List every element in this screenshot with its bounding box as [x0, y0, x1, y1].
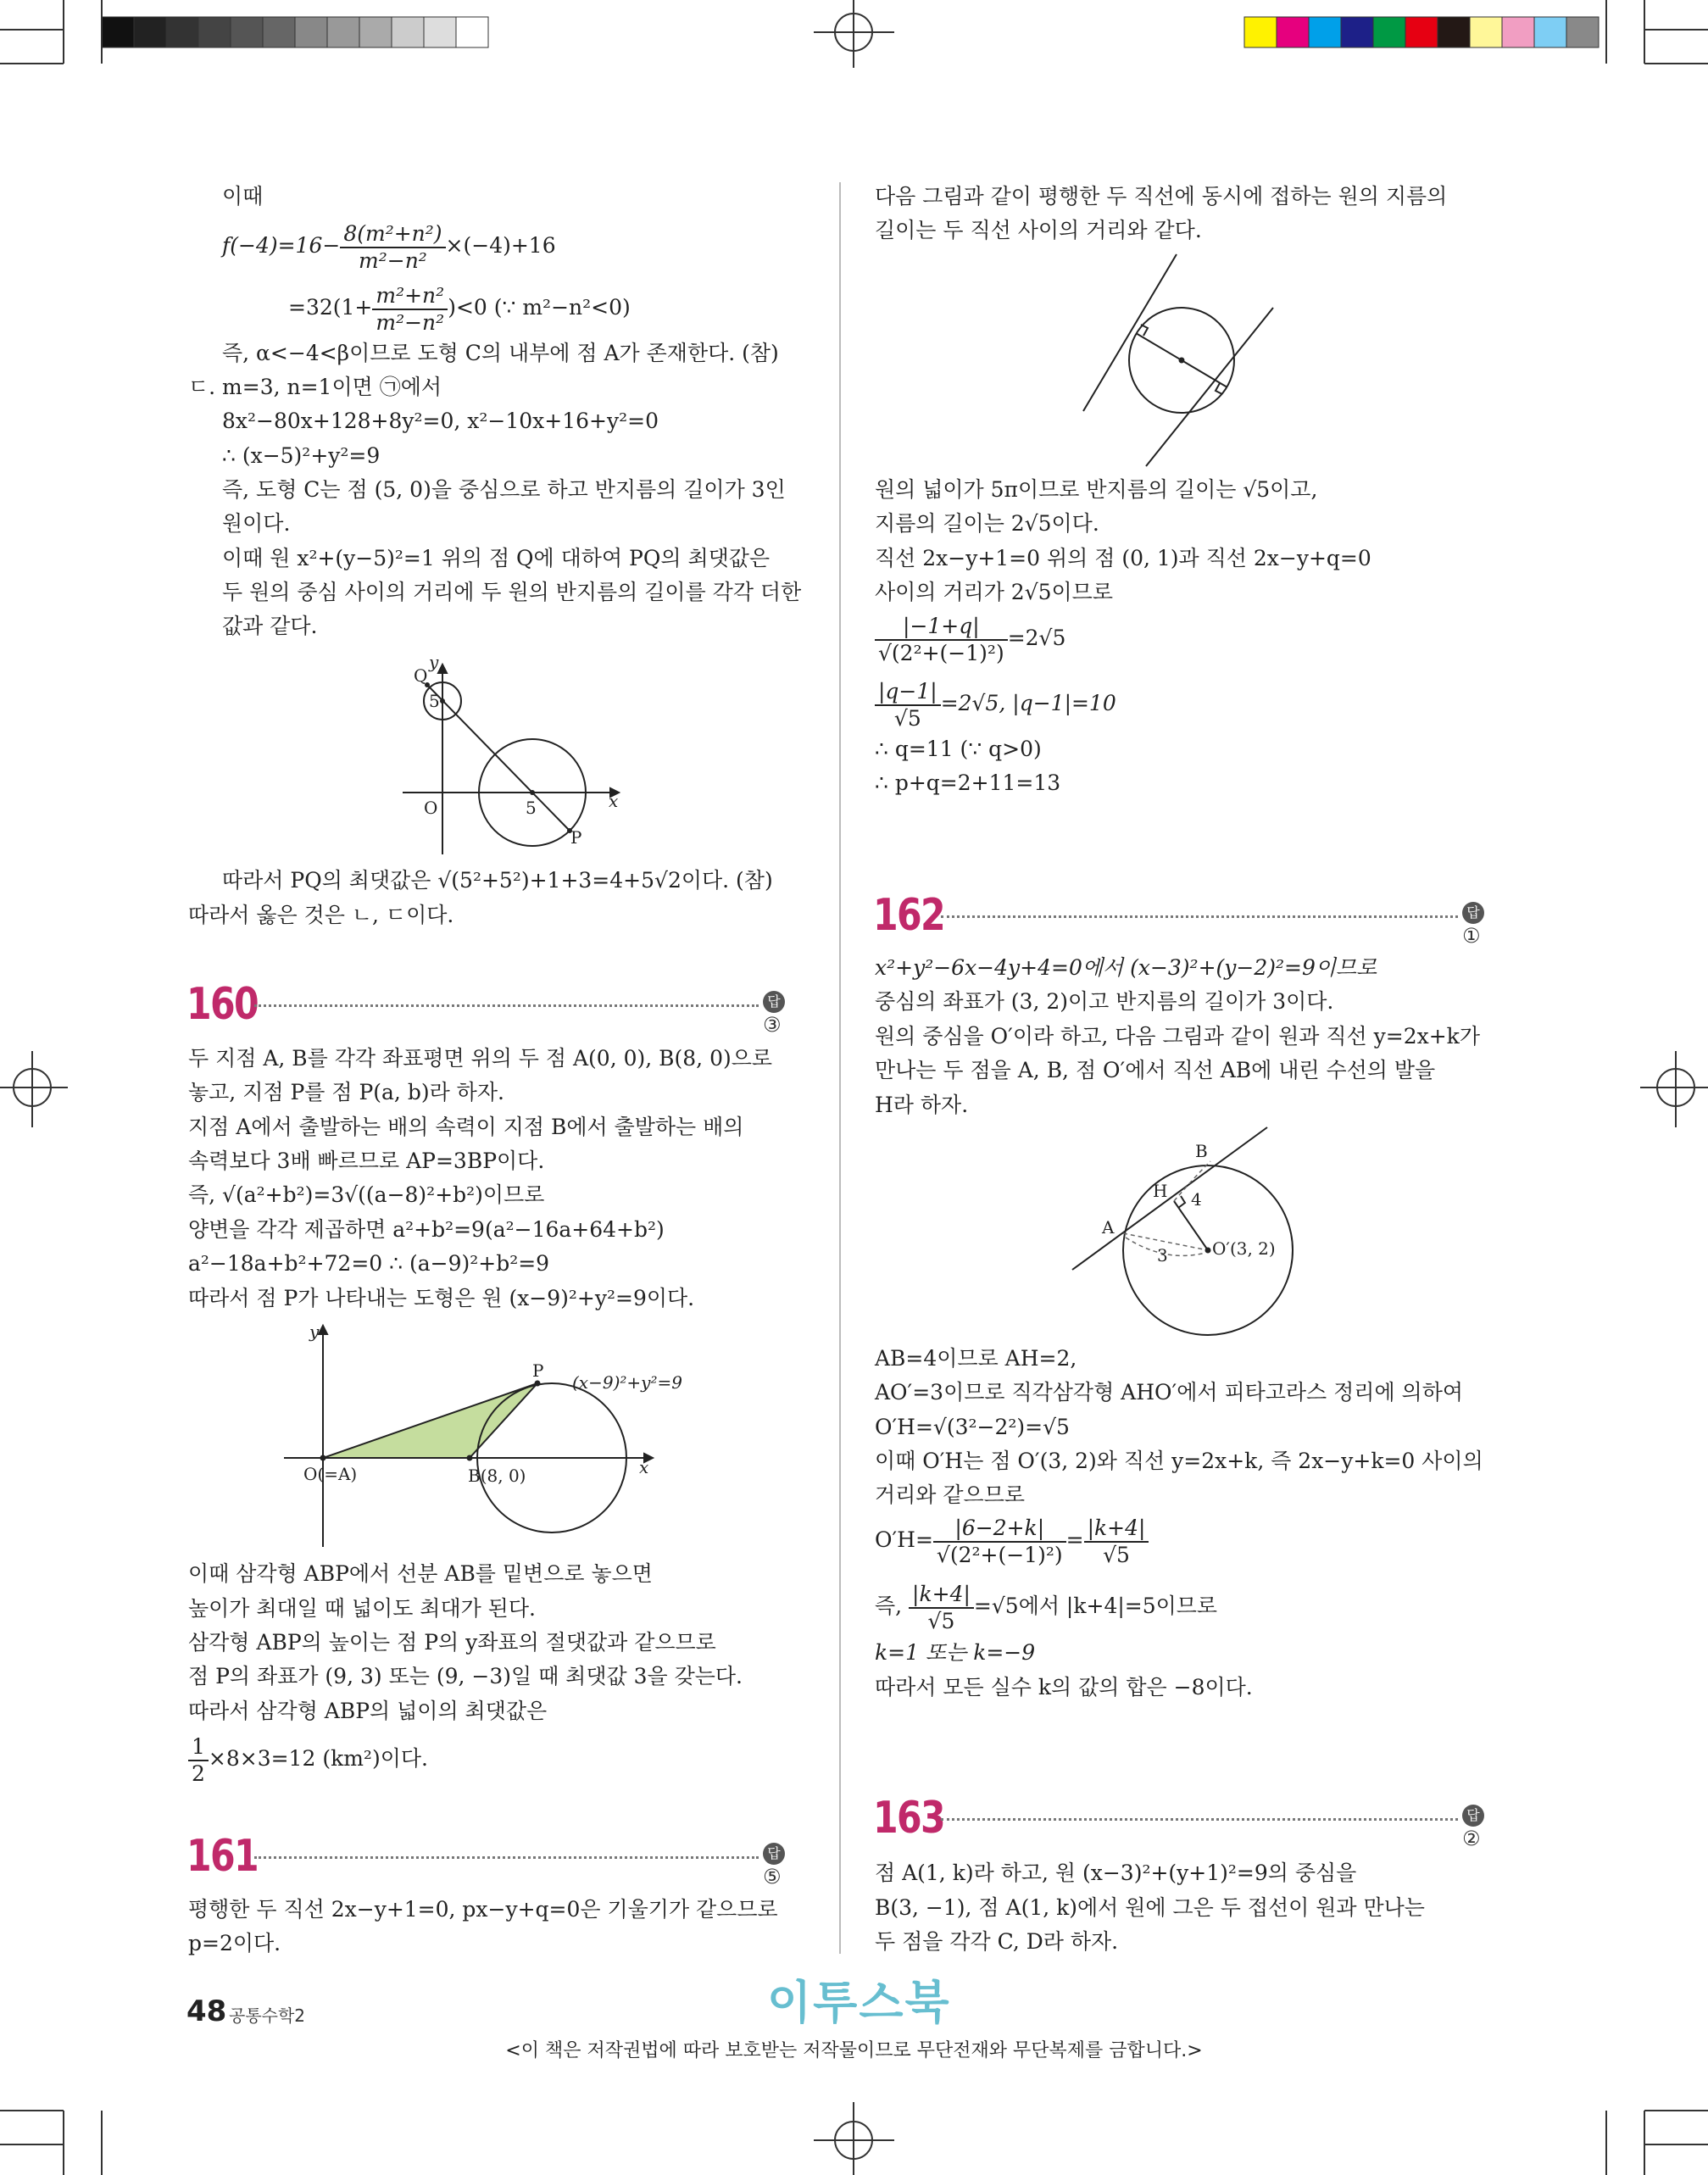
label-o-prime: O′(3, 2) [1212, 1238, 1276, 1259]
formula-part: =2√5 [1007, 626, 1066, 650]
fraction [875, 679, 941, 731]
formula-part: 즉, [875, 1594, 910, 1618]
answer-value: ③ [763, 1013, 782, 1037]
label-y: y [309, 1321, 320, 1342]
center-dot [1179, 358, 1185, 364]
fraction [909, 1582, 974, 1634]
text-line: 만나는 두 점을 A, B, 점 O′에서 직선 AB에 내린 수선의 발을 [875, 1058, 1436, 1082]
fraction [933, 1516, 1066, 1568]
label-p: P [532, 1360, 544, 1381]
parallel-line [1083, 254, 1177, 411]
color-swatch [1244, 17, 1277, 47]
color-swatch [1373, 17, 1405, 47]
text-line: ㄷ. m=3, n=1이면 ㉠에서 [188, 375, 442, 399]
answer-badge-icon: 답 [763, 991, 785, 1013]
text-line: 따라서 옳은 것은 ㄴ, ㄷ이다. [188, 903, 454, 927]
center-dot [1205, 1248, 1211, 1254]
text-line: 지점 A에서 출발하는 배의 속력이 지점 B에서 출발하는 배의 [188, 1115, 744, 1139]
text-line: 양변을 각각 제곱하면 a²+b²=9(a²−16a+64+b²) [188, 1217, 665, 1242]
label-a: A [1102, 1217, 1115, 1238]
text-line: 점 A(1, k)라 하고, 원 (x−3)²+(y+1)²=9의 중심을 [875, 1861, 1357, 1885]
denominator: √5 [893, 705, 921, 731]
page-number: 48 [186, 1994, 227, 2028]
gray-swatch [359, 17, 392, 47]
text-line: 원의 넓이가 5π이므로 반지름의 길이는 √5이고, [875, 477, 1318, 502]
label-4: 4 [1191, 1189, 1202, 1210]
label-5y: 5 [429, 691, 440, 711]
text-line: 따라서 삼각형 ABP의 넓이의 최댓값은 [188, 1699, 548, 1723]
denominator: m²−n² [359, 248, 427, 273]
text-line: 점 P의 좌표가 (9, 3) 또는 (9, −3)일 때 최댓값 3을 갖는다. [188, 1664, 743, 1688]
y-arrow [319, 1326, 327, 1334]
formula-distance [875, 609, 1065, 668]
denominator: m²−n² [376, 309, 445, 335]
gray-swatch [392, 17, 424, 47]
book-title: 공통수학2 [229, 2005, 306, 2026]
right-angle-mark [1216, 383, 1222, 394]
text-line: 8x²−80x+128+8y²=0, x²−10x+16+y²=0 [222, 409, 659, 433]
text-line: AB=4이므로 AH=2, [875, 1346, 1077, 1371]
formula-part: =√5에서 |k+4|=5이므로 [973, 1594, 1218, 1618]
text-line: ∴ p+q=2+11=13 [875, 770, 1061, 795]
section-number: 163 [873, 1793, 945, 1844]
text-line: 삼각형 ABP의 높이는 점 P의 y좌표의 절댓값과 같으므로 [188, 1630, 716, 1655]
fraction [372, 283, 448, 336]
figure-chord-circle [1060, 1127, 1331, 1356]
shaded-triangle [323, 1383, 537, 1458]
gray-swatch [295, 17, 327, 47]
formula-part: =32(1+ [288, 295, 373, 320]
text-line: 속력보다 3배 빠르므로 AP=3BP이다. [188, 1149, 545, 1173]
text-line: B(3, −1), 점 A(1, k)에서 원에 그은 두 접선이 원과 만나는 [875, 1895, 1425, 1920]
formula-32 [288, 278, 631, 337]
center-dot [440, 698, 445, 704]
label-b: B [1195, 1141, 1208, 1161]
numerator: 1 [188, 1734, 209, 1761]
label-x: x [639, 1457, 649, 1477]
parallel-line [1146, 308, 1273, 466]
text-line: 길이는 두 직선 사이의 거리와 같다. [875, 218, 1202, 242]
color-calibration-bar [1244, 17, 1599, 47]
publisher-logo: 이투스북 [767, 1976, 951, 2029]
answer-value: ② [1462, 1827, 1481, 1850]
text-line: H라 하자. [875, 1093, 969, 1117]
color-swatch [1277, 17, 1309, 47]
text-line: 두 지점 A, B를 각각 좌표평면 위의 두 점 A(0, 0), B(8, 0)으로 [188, 1046, 773, 1071]
figure-parallel-lines-circle [1077, 250, 1280, 470]
segment-pq [427, 685, 570, 831]
formula-part: ×(−4)+16 [445, 233, 556, 258]
label-b: B(8, 0) [468, 1466, 526, 1486]
numerator: |k+4| [1084, 1516, 1149, 1543]
label-5x: 5 [526, 798, 537, 818]
formula-f-minus4 [222, 216, 556, 275]
column-divider [839, 182, 841, 1954]
numerator: |6−2+k| [933, 1516, 1066, 1543]
text-line: 두 점을 각각 C, D라 하자. [875, 1929, 1119, 1954]
text-line: 높이가 최대일 때 넓이도 최대가 된다. [188, 1596, 536, 1621]
text-line: 다음 그림과 같이 평행한 두 직선에 동시에 접하는 원의 지름의 [875, 184, 1448, 209]
text-line: 두 원의 중심 사이의 거리에 두 원의 반지름의 길이를 각각 더한 [222, 580, 802, 604]
center-dot [530, 790, 535, 795]
text-line: 값과 같다. [222, 614, 318, 638]
denominator: √5 [927, 1608, 955, 1633]
formula-part: =2√5, |q−1|=10 [940, 691, 1116, 715]
fraction [340, 221, 445, 274]
figure-triangle-circle [280, 1321, 682, 1551]
gray-swatch [198, 17, 231, 47]
label-y: y [429, 652, 439, 672]
text-line: AO′=3이므로 직각삼각형 AHO′에서 피타고라스 정리에 의하여 [875, 1380, 1463, 1405]
formula-area [188, 1729, 428, 1788]
answer-label [763, 989, 805, 1037]
numerator: |q−1| [875, 679, 941, 706]
text-line: ∴ (x−5)²+y²=9 [222, 443, 381, 468]
section-number: 161 [186, 1831, 259, 1882]
formula-part: O′H= [875, 1527, 933, 1552]
color-swatch [1502, 17, 1534, 47]
gray-calibration-bar [102, 17, 488, 47]
dotted-rule [254, 1856, 759, 1859]
formula-part: f(−4)=16− [222, 233, 341, 258]
gray-swatch [456, 17, 488, 47]
answer-label [763, 1841, 805, 1889]
text-line: 평행한 두 직선 2x−y+1=0, px−y+q=0은 기울기가 같으므로 [188, 1897, 778, 1922]
text-line: 이때 [222, 184, 264, 209]
right-angle-mark [1178, 1196, 1185, 1208]
point-dot [467, 1455, 473, 1461]
section-number: 162 [873, 890, 945, 941]
answer-label [1462, 900, 1500, 948]
answer-value: ⑤ [763, 1865, 782, 1889]
formula-distance-2 [875, 674, 1116, 733]
label-origin: O(=A) [303, 1464, 358, 1484]
figure-two-circles [390, 653, 636, 856]
dotted-rule [941, 1818, 1458, 1821]
numerator: m²+n² [372, 283, 448, 310]
gray-swatch [134, 17, 166, 47]
dotted-rule [941, 915, 1458, 918]
copyright-notice: <이 책은 저작권법에 따라 보호받는 저작물이므로 무단전재와 무단복제를 금합니다.> [505, 2040, 1203, 2061]
text-line: ∴ q=11 (∵ q>0) [875, 737, 1042, 761]
text-line: 따라서 모든 실수 k의 값의 합은 −8이다. [875, 1675, 1253, 1699]
gray-swatch [424, 17, 456, 47]
section-163-header [873, 1793, 1500, 1850]
fraction [1084, 1516, 1149, 1568]
text-line: 즉, 도형 C는 점 (5, 0)을 중심으로 하고 반지름의 길이가 3인 [222, 477, 786, 502]
label-q: Q [414, 665, 428, 686]
label-equation: (x−9)²+y²=9 [572, 1372, 682, 1393]
label-o: O [424, 798, 438, 818]
answer-badge-icon: 답 [763, 1843, 785, 1865]
denominator: √(2²+(−1)²) [878, 640, 1004, 665]
label-h: H [1153, 1181, 1168, 1201]
text-line: a²−18a+b²+72=0 ∴ (a−9)²+b²=9 [188, 1251, 550, 1276]
text-line: x²+y²−6x−4y+4=0에서 (x−3)²+(y−2)²=9이므로 [875, 955, 1377, 980]
color-swatch [1566, 17, 1599, 47]
text-line: 이때 원 x²+(y−5)²=1 위의 점 Q에 대하여 PQ의 최댓값은 [222, 546, 771, 570]
text-line: 놓고, 지점 P를 점 P(a, b)라 하자. [188, 1080, 504, 1104]
gray-swatch [166, 17, 198, 47]
label-3: 3 [1157, 1245, 1168, 1266]
answer-value: ① [1462, 924, 1481, 948]
color-swatch [1534, 17, 1566, 47]
text-line: O′H=√(3²−2²)=√5 [875, 1415, 1070, 1439]
section-number: 160 [186, 979, 259, 1030]
text-line: 즉, √(a²+b²)=3√((a−8)²+b²)이므로 [188, 1182, 545, 1207]
text-line: 따라서 PQ의 최댓값은 √(5²+5²)+1+3=4+5√2이다. (참) [222, 868, 773, 893]
point-dot [320, 1455, 326, 1461]
formula-part: ×8×3=12 (km²)이다. [208, 1746, 428, 1771]
label-p: P [570, 827, 582, 848]
section-161-header [186, 1831, 805, 1889]
text-line: 사이의 거리가 2√5이므로 [875, 580, 1113, 604]
text-line: p=2이다. [188, 1931, 281, 1955]
formula-part: = [1065, 1527, 1084, 1552]
section-160-header [186, 979, 805, 1037]
text-line: 중심의 좌표가 (3, 2)이고 반지름의 길이가 3이다. [875, 989, 1334, 1014]
text-line: k=1 또는 k=−9 [875, 1640, 1036, 1665]
color-swatch [1405, 17, 1438, 47]
text-line: 직선 2x−y+1=0 위의 점 (0, 1)과 직선 2x−y+q=0 [875, 546, 1371, 570]
denominator: √5 [1103, 1542, 1130, 1567]
label-x: x [609, 791, 619, 811]
gray-swatch [231, 17, 263, 47]
fraction [188, 1734, 209, 1787]
color-swatch [1470, 17, 1502, 47]
gray-swatch [327, 17, 359, 47]
dotted-rule [254, 1004, 759, 1007]
denominator: √(2²+(−1)²) [936, 1542, 1063, 1567]
text-line: 이때 O′H는 점 O′(3, 2)와 직선 y=2x+k, 즉 2x−y+k=0 사이의 [875, 1449, 1483, 1473]
numerator: 8(m²+n²) [340, 221, 445, 248]
section-162-header [873, 890, 1500, 948]
text-line: 거리와 같으므로 [875, 1482, 1025, 1507]
formula-k [875, 1577, 1217, 1636]
text-line: 이때 삼각형 ABP에서 선분 AB를 밑변으로 놓으면 [188, 1561, 653, 1586]
text-line: 원의 중심을 O′이라 하고, 다음 그림과 같이 원과 직선 y=2x+k가 [875, 1024, 1480, 1049]
text-line: 따라서 점 P가 나타내는 도형은 원 (x−9)²+y²=9이다. [188, 1286, 695, 1310]
fraction [875, 614, 1008, 666]
point-dot [535, 1381, 541, 1387]
text-line: 원이다. [222, 511, 291, 536]
numerator: |k+4| [909, 1582, 974, 1609]
text-line: 지름의 길이는 2√5이다. [875, 511, 1099, 536]
y-arrow [438, 665, 447, 673]
answer-label [1462, 1803, 1500, 1850]
text-line: 즉, α<−4<β이므로 도형 C의 내부에 점 A가 존재한다. (참) [222, 341, 779, 365]
formula-oh [875, 1510, 1149, 1570]
answer-badge-icon: 답 [1462, 1805, 1484, 1827]
numerator: |−1+q| [875, 614, 1008, 641]
denominator: 2 [192, 1761, 205, 1786]
formula-part: )<0 (∵ m²−n²<0) [448, 295, 631, 320]
gray-swatch [263, 17, 295, 47]
gray-swatch [102, 17, 134, 47]
color-swatch [1309, 17, 1341, 47]
color-swatch [1438, 17, 1470, 47]
answer-badge-icon: 답 [1462, 902, 1484, 924]
color-swatch [1341, 17, 1373, 47]
